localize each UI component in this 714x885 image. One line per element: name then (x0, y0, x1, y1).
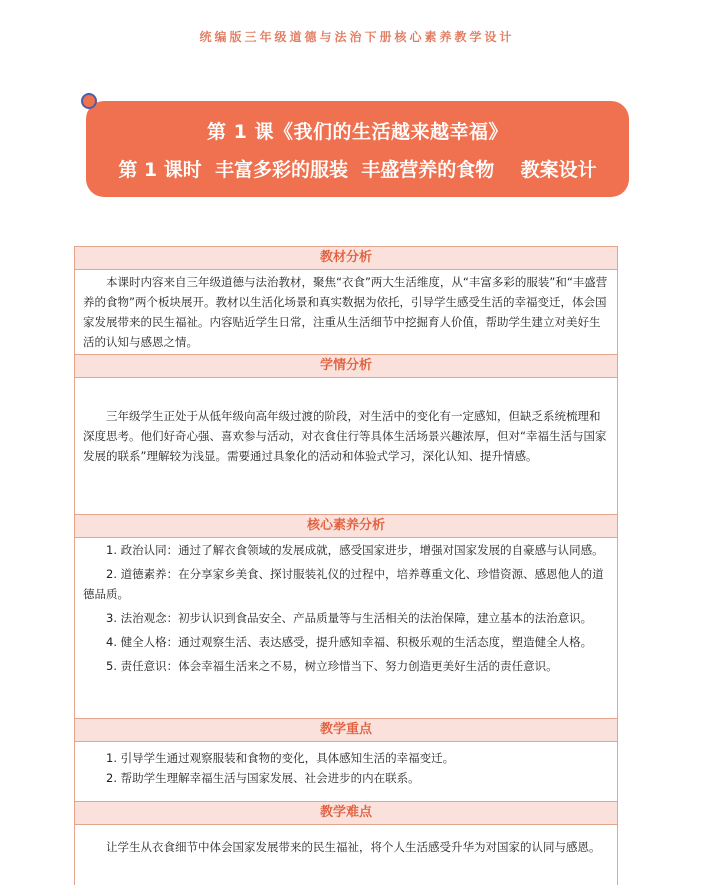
document-series-title: 统编版三年级道德与法治下册核心素养教学设计 (199, 30, 515, 44)
section-header-students: 学情分析 (75, 355, 617, 378)
banner-decoration-dot (81, 93, 97, 109)
lesson-plan-table (74, 246, 618, 885)
literacy-item: 5. 责任意识：体会幸福生活来之不易，树立珍惜当下、努力创造更美好生活的责任意识。 (106, 659, 558, 673)
section-body-key-points (75, 742, 617, 802)
key-point-item: 2. 帮助学生理解幸福生活与国家发展、社会进步的内在联系。 (106, 771, 420, 785)
textbook-analysis-text: 本课时内容来自三年级道德与法治教材，聚焦“衣食”两大生活维度，从“丰富多彩的服装”和“丰盛营养的食物”两个板块展开。教材以生活化场景和真实数据为依托，引导学生感受生活的幸福变迁，体会国家发展带来的民生福祉。内容贴近学生日常，注重从生活细节中挖掘育人价值，帮助学生建立对美好生活的认知与感恩之情。 (83, 275, 608, 349)
literacy-item: 3. 法治观念：初步认识到食品安全、产品质量等与生活相关的法治保障，建立基本的法治意识。 (106, 611, 593, 625)
section-header-key-points: 教学重点 (75, 719, 617, 742)
literacy-item: 2. 道德素养：在分享家乡美食、探讨服装礼仪的过程中，培养尊重文化、珍惜资源、感恩他人的道德品质。 (83, 567, 604, 601)
key-point-item: 1. 引导学生通过观察服装和食物的变化，具体感知生活的幸福变迁。 (106, 751, 455, 765)
section-header-literacy: 核心素养分析 (75, 515, 617, 538)
lesson-title: 第 1 课《我们的生活越来越幸福》 (207, 121, 508, 143)
section-body-textbook (75, 270, 617, 355)
section-header-textbook: 教材分析 (75, 247, 617, 270)
lesson-subtitle: 第 1 课时 丰富多彩的服装 丰盛营养的食物 教案设计 (118, 159, 597, 181)
literacy-item: 1. 政治认同：通过了解衣食领域的发展成就，感受国家进步，增强对国家发展的自豪感与认同感。 (106, 543, 604, 557)
section-body-difficulties (75, 825, 617, 885)
lesson-title-banner (86, 101, 629, 197)
section-body-students (75, 378, 617, 515)
literacy-item: 4. 健全人格：通过观察生活、表达感受，提升感知幸福、积极乐观的生活态度，塑造健全人格。 (106, 635, 593, 649)
students-analysis-text: 三年级学生正处于从低年级向高年级过渡的阶段，对生活中的变化有一定感知，但缺乏系统梳理和深度思考。他们好奇心强、喜欢参与活动，对衣食住行等具体生活场景兴趣浓厚，但对“幸福生活与国家发展的联系”理解较为浅显。需要通过具象化的活动和体验式学习，深化认知、提升情感。 (83, 409, 607, 463)
section-body-literacy (75, 538, 617, 719)
section-header-difficulties: 教学难点 (75, 802, 617, 825)
difficulties-text: 让学生从衣食细节中体会国家发展带来的民生福祉，将个人生活感受升华为对国家的认同与感恩。 (106, 840, 601, 854)
